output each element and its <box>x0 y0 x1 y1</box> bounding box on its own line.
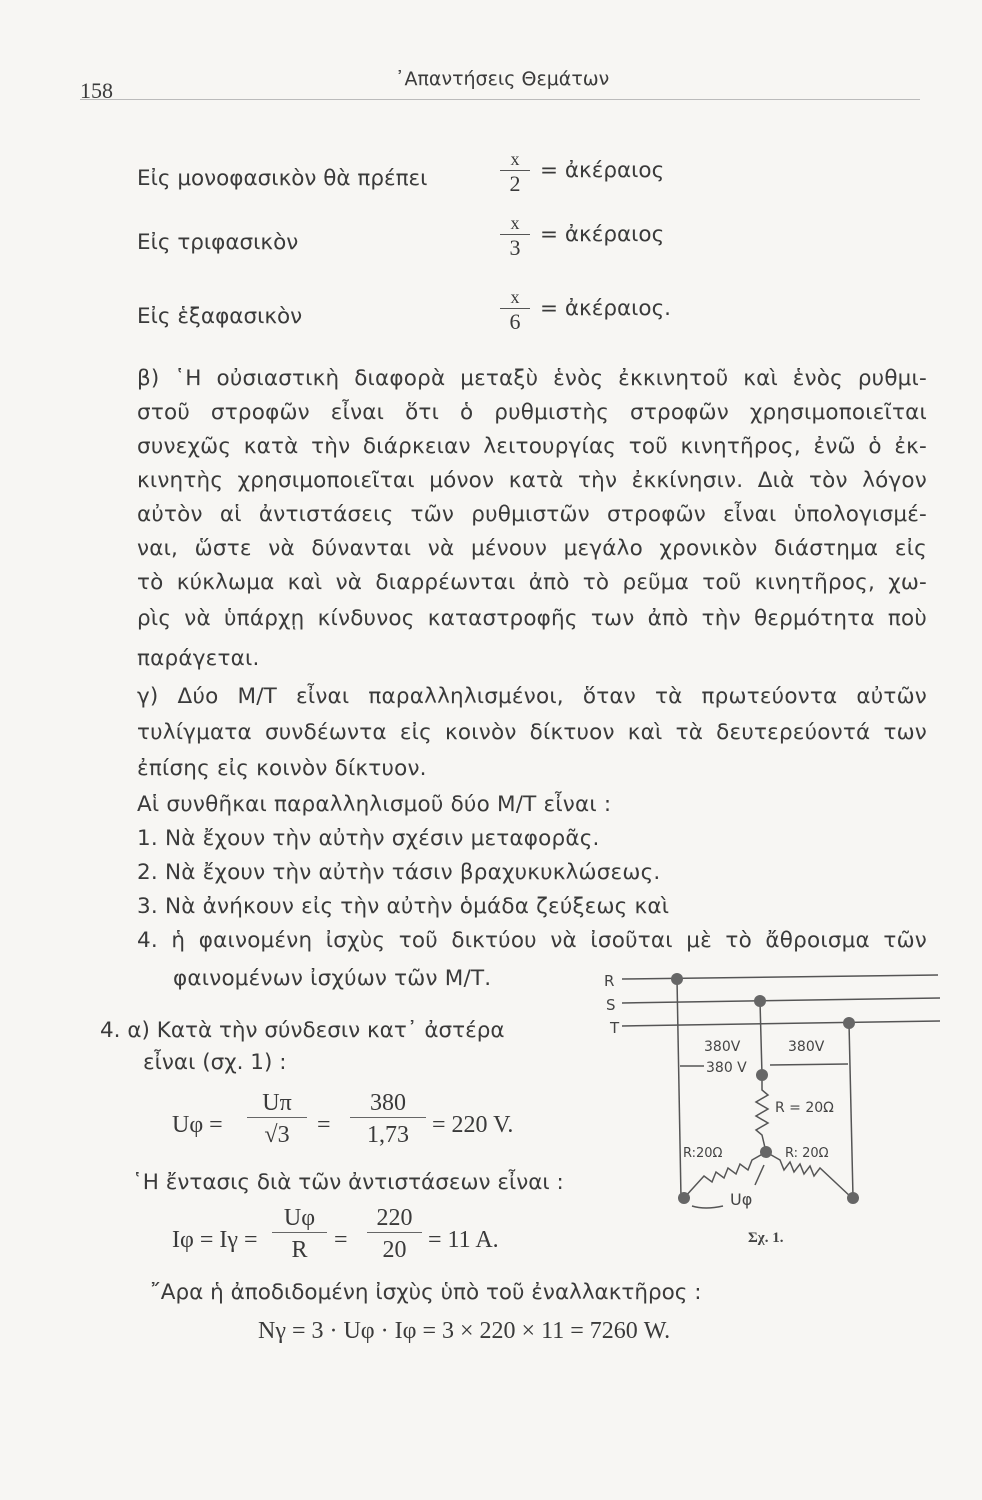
paragraph-line: ἐπίσης εἰς κοινὸν δίκτυον. <box>137 756 427 781</box>
condition-label: Εἰς τριφασικὸν <box>137 230 299 255</box>
condition-result: = ἀκέραιος <box>540 222 665 247</box>
condition-result: = ἀκέραιος. <box>540 296 672 321</box>
section-4-line: εἶναι (σχ. 1) : <box>143 1050 287 1075</box>
paragraph-line: στοῦ στροφῶν εἶναι ὅτι ὁ ρυθμιστὴς στροφῶν χρησιμοποιεῖται <box>137 400 927 425</box>
fraction: x 6 <box>500 286 530 335</box>
running-title: ᾿Απαντήσεις Θεμάτων <box>395 68 610 90</box>
condition-result: = ἀκέραιος <box>540 158 665 183</box>
line-label-s: S <box>606 996 616 1014</box>
resistor-label: R = 20Ω <box>775 1100 834 1116</box>
list-item: 1. Νὰ ἔχουν τὴν αὐτὴν σχέσιν μεταφορᾶς. <box>137 826 600 851</box>
power-text: ῎Αρα ἡ ἀποδιδομένη ἰσχὺς ὑπὸ τοῦ ἐναλλακτῆρος : <box>150 1280 702 1305</box>
resistor-label: R: 20Ω <box>785 1146 829 1161</box>
paragraph-line: αὐτὸν αἱ ἀντιστάσεις τῶν ρυθμιστῶν στροφῶν εἶναι ὑπολογισμέ- <box>137 502 927 527</box>
paragraph-line: παράγεται. <box>137 646 260 671</box>
paragraph-line: γ) Δύο Μ/Τ εἶναι παραλληλισμένοι, ὅταν τὰ πρωτεύοντα αὐτῶν <box>137 684 927 709</box>
current-text: ῾Η ἔντασις διὰ τῶν ἀντιστάσεων εἶναι : <box>132 1170 564 1195</box>
paragraph-line: β) ῾Η οὐσιαστικὴ διαφορὰ μεταξὺ ἑνὸς ἐκκινητοῦ καὶ ἑνὸς ρυθμι- <box>137 366 927 391</box>
section-4-line: 4. α) Κατὰ τὴν σύνδεσιν κατ᾿ ἀστέρα <box>100 1018 505 1043</box>
paragraph-line: τυλίγματα συνδέωντα εἰς κοινὸν δίκτυον καὶ τὰ δευτερεύοντά των <box>137 720 927 745</box>
voltage-label: 380V <box>788 1039 825 1055</box>
voltage-label: 380V <box>704 1039 741 1055</box>
list-item: 3. Νὰ ἀνήκουν εἰς τὴν αὐτὴν ὁμάδα ζεύξεως καὶ <box>137 894 670 919</box>
paragraph-line: κινητὴς χρησιμοποιεῖται μόνον κατὰ τὴν ἐκκίνησιν. Διὰ τὸν λόγον <box>137 468 927 493</box>
paragraph-line: τὸ κύκλωμα καὶ νὰ διαρρέωνται ἀπὸ τὸ ρεῦμα τοῦ κινητῆρος, χω- <box>137 570 927 595</box>
resistor-label: R:20Ω <box>683 1146 723 1161</box>
condition-label: Εἰς μονοφασικὸν θὰ πρέπει <box>137 166 428 191</box>
phase-voltage-label: Uφ <box>730 1190 753 1209</box>
star-connection-diagram <box>580 960 980 1260</box>
condition-label: Εἰς ἑξαφασικὸν <box>137 304 303 329</box>
fraction: x 3 <box>500 212 530 261</box>
voltage-label: 380 V <box>706 1060 747 1076</box>
list-item: 4. ἡ φαινομένη ἰσχὺς τοῦ δικτύου νὰ ἰσοῦται μὲ τὸ ἄθροισμα τῶν <box>137 928 927 953</box>
equation-power: Nγ = 3 · Uφ · Iφ = 3 × 220 × 11 = 7260 W. <box>258 1318 671 1344</box>
paragraph-line: Αἱ συνθῆκαι παραλληλισμοῦ δύο Μ/Τ εἶναι : <box>137 792 612 817</box>
line-label-t: T <box>610 1019 620 1037</box>
list-item: 2. Νὰ ἔχουν τὴν αὐτὴν τάσιν βραχυκυκλώσεως. <box>137 860 661 885</box>
paragraph-line: ρὶς νὰ ὑπάρχῃ κίνδυνος καταστροφῆς των ἀπὸ τὴν θερμότητα ποὺ <box>137 606 927 631</box>
list-item: φαινομένων ἰσχύων τῶν Μ/Τ. <box>173 966 492 991</box>
paragraph-line: ναι, ὥστε νὰ δύνανται νὰ μένουν μεγάλο χρονικὸν διάστημα εἰς <box>137 536 927 561</box>
figure-caption: Σχ. 1. <box>748 1230 784 1246</box>
paragraph-line: συνεχῶς κατὰ τὴν διάρκειαν λειτουργίας τοῦ κινητῆρος, ἐνῶ ὁ ἐκ- <box>137 434 927 459</box>
fraction: x 2 <box>500 148 530 197</box>
page-number: 158 <box>80 78 113 103</box>
header-rule <box>80 99 920 100</box>
line-label-r: R <box>604 972 615 990</box>
